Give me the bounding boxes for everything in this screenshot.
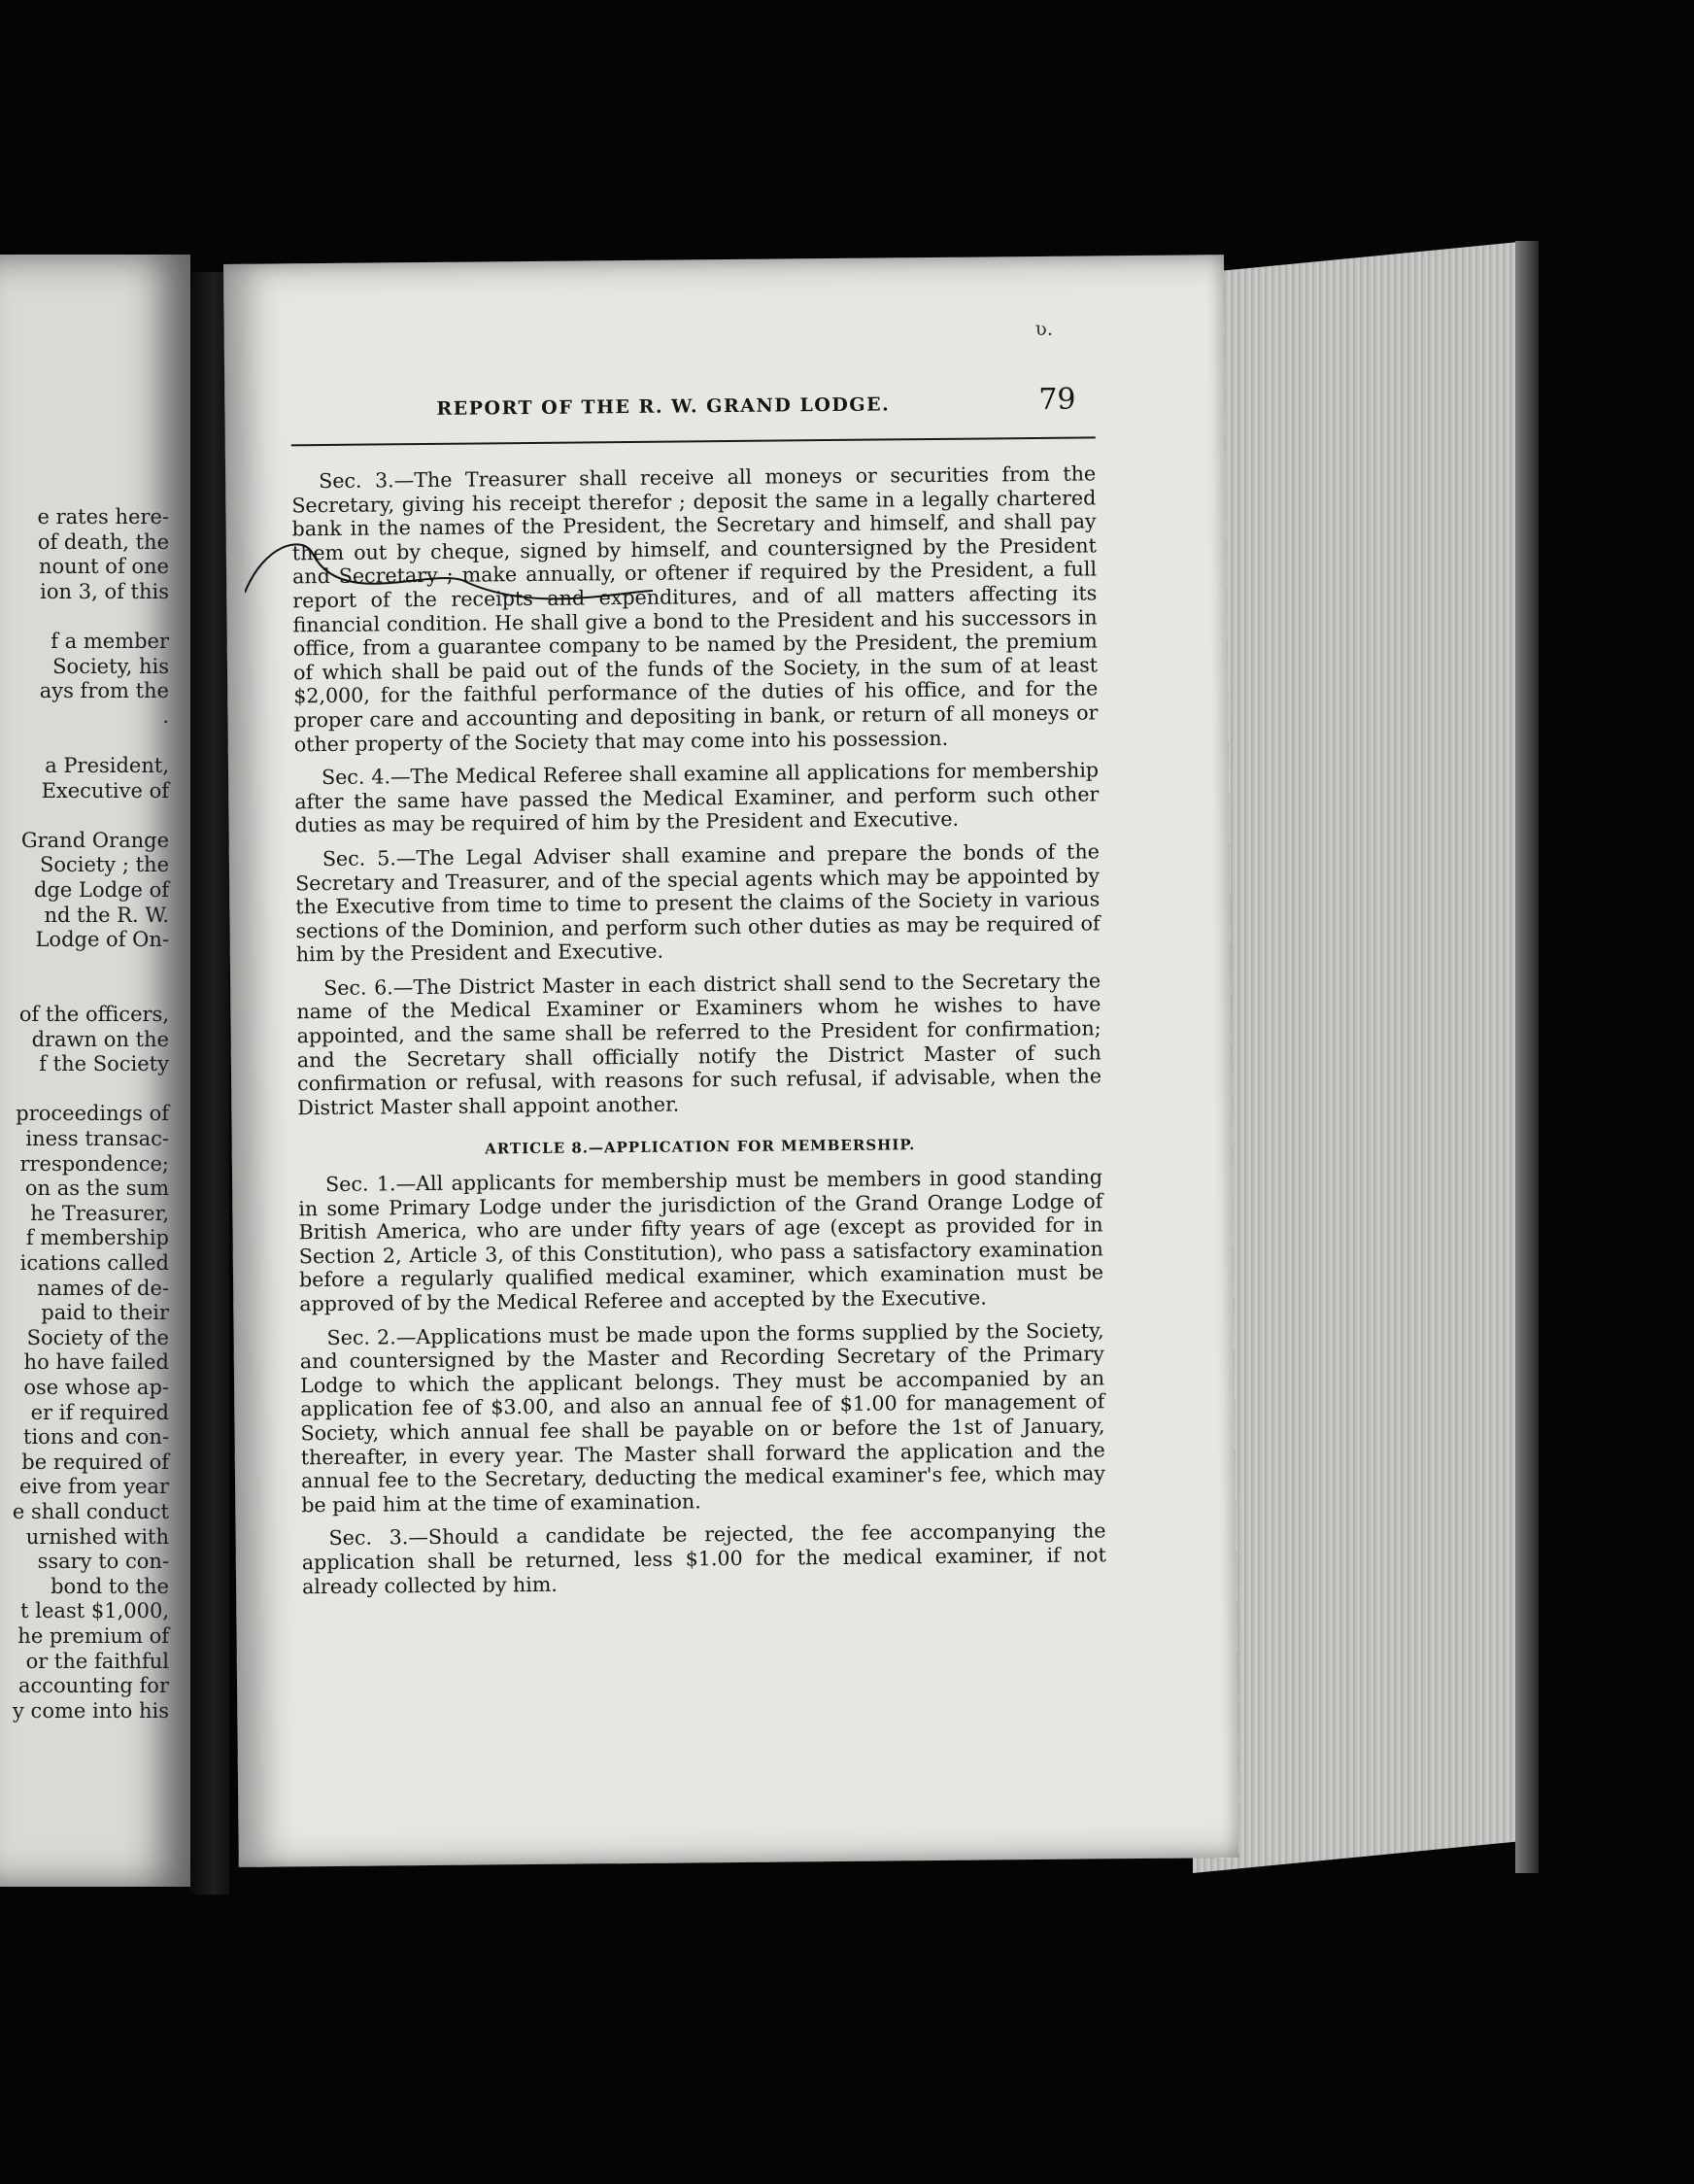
page-corner-mark: ʋ. [1034, 316, 1054, 340]
left-page-line: er if required [30, 1400, 169, 1424]
section-5-legal-adviser: Sec. 5.—The Legal Adviser shall examine and prepare the bonds of the Secretary and Treasurer, and of the special agents which may be appointed by the Executive from time to time to present the claims of the Society in various sections of the Dominion, and perform such other duties as may be required of him by the President and Executive. [295, 839, 1101, 967]
left-page-line: Society ; the [39, 853, 169, 877]
section-3-treasurer: Sec. 3.—The Treasurer shall receive all moneys or securities from the Secretary, giving his receipt therefor ; deposit the same in a legally chartered bank in the names of the President, the Secretary and himself, and shall pay them out by cheque, signed by himself, and countersigned by the President and Secretary ; make annually, or oftener if required by the President, a full report of the receipts and expenditures, and of all matters affecting its financial condition. He shall give a bond to the President and his successors in office, from a guarantee company to be named by the President, the premium of which shall be paid out of the funds of the Society, in the sum of at least $2,000, for the faithful performance of the duties of his office, and for the proper care and accounting and depositing in bank, or return of all moneys or other property of the Society that may come into his possession. [291, 461, 1099, 756]
left-page-line: of the officers, [18, 1003, 169, 1026]
left-page-line: names of de- [37, 1276, 169, 1300]
left-page-line: he premium of [17, 1624, 169, 1648]
left-page-line: e shall conduct [12, 1500, 169, 1523]
left-page-line: dge Lodge of [34, 878, 169, 902]
left-page-line: nd the R. W. [44, 903, 169, 927]
left-page-line: Society, his [52, 654, 169, 678]
left-page-line: of death, the [37, 529, 169, 554]
left-page-line: ose whose ap- [23, 1376, 169, 1399]
left-page-line: be required of [21, 1450, 169, 1474]
left-page-line: Grand Orange [20, 828, 169, 852]
left-page-line: nount of one [38, 555, 169, 579]
section-4-medical-referee: Sec. 4.—The Medical Referee shall examine all applications for membership after the same have passed the Medical Examiner, and perform such other duties as may be required of him by the President and Executive. [294, 758, 1100, 837]
left-page-line: eive from year [18, 1475, 169, 1499]
article-8-heading: ARTICLE 8.—APPLICATION FOR MEMBERSHIP. [485, 1136, 916, 1158]
left-page-line: accounting for [18, 1674, 169, 1698]
left-page-line: urnished with [25, 1524, 169, 1549]
left-page-line: he Treasurer, [30, 1201, 169, 1225]
article-8-section-1: Sec. 1.—All applicants for membership must be members in good standing in some Primary Lodge under the jurisdiction of the Grand Orange Lodge of British America, who are under fifty years of age (except as provided for in Section 2, Article 3, of this Constitution), who pass a satisfactory examination before a regularly qualified medical examiner, which examination must be approved of by the Medical Referee and accepted by the Executive. [298, 1165, 1104, 1316]
page-body [291, 461, 1106, 1608]
left-page-line: bond to the [51, 1574, 169, 1598]
left-page-line: or the faithful [25, 1649, 169, 1673]
header-rule [291, 436, 1096, 446]
left-page-line: proceedings of [16, 1102, 169, 1126]
left-page-line: ion 3, of this [40, 579, 169, 603]
book-edge-shadow [1515, 241, 1539, 1873]
left-page-line: t least $1,000, [20, 1599, 169, 1623]
left-page-line: a President, [45, 754, 169, 777]
left-page-line: e rates here- [37, 505, 169, 529]
left-page-line: f a member [51, 630, 169, 653]
left-page-line: ays from the [39, 679, 169, 703]
left-page-line: Lodge of On- [35, 928, 169, 952]
left-page-line: y come into his [13, 1698, 169, 1723]
left-page-line: drawn on the [31, 1027, 169, 1051]
left-page-line: iness transac- [25, 1127, 169, 1150]
article-8-section-3: Sec. 3.—Should a candidate be rejected, the fee accompanying the application shall be returned, less $1.00 for the medical examiner, if not already collected by him. [301, 1519, 1106, 1598]
left-page-line: Society of the [26, 1325, 169, 1349]
running-head: REPORT OF THE R. W. GRAND LODGE. [436, 393, 891, 420]
left-page-line: f the Society [39, 1052, 169, 1076]
page-number: 79 [1038, 382, 1076, 417]
left-page-line: ications called [19, 1251, 169, 1275]
right-page [223, 255, 1239, 1867]
left-page-line: tions and con- [23, 1425, 169, 1450]
left-page-line: . [162, 703, 169, 728]
left-page-line: on as the sum [24, 1177, 169, 1201]
left-page-line: ssary to con- [37, 1550, 169, 1574]
left-page-line: Executive of [41, 778, 169, 802]
left-page-line: f membership [25, 1226, 169, 1250]
page-edge-stack [1193, 241, 1529, 1873]
left-page-line: ho have failed [23, 1350, 169, 1375]
article-8-section-2: Sec. 2.—Applications must be made upon the forms supplied by the Society, and countersigned by the Master and Recording Secretary of the Primary Lodge to which the applicant belongs. They must be accompanied by an application fee of $3.00, and also an annual fee of $1.00 for management of Society, which annual fee shall be payable on or before the 1st of January, thereafter, in every year. The Master shall forward the application and the annual fee to the Secretary, deducting the medical examiner's fee, which may be paid him at the time of examination. [299, 1317, 1106, 1518]
left-page-line: paid to their [41, 1301, 169, 1325]
section-6-district-master: Sec. 6.—The District Master in each district shall send to the Secretary the name of the Medical Examiner or Examiners whom he wishes to have appointed, and the same shall be referred to the President for confirmation; and the Secretary shall officially notify the District Master of such confirmation or refusal, with reasons for such refusal, if advisable, when the District Master shall appoint another. [296, 969, 1102, 1120]
left-page-line: rrespondence; [19, 1151, 169, 1176]
left-facing-page [0, 255, 190, 1887]
book-gutter [190, 272, 229, 1894]
